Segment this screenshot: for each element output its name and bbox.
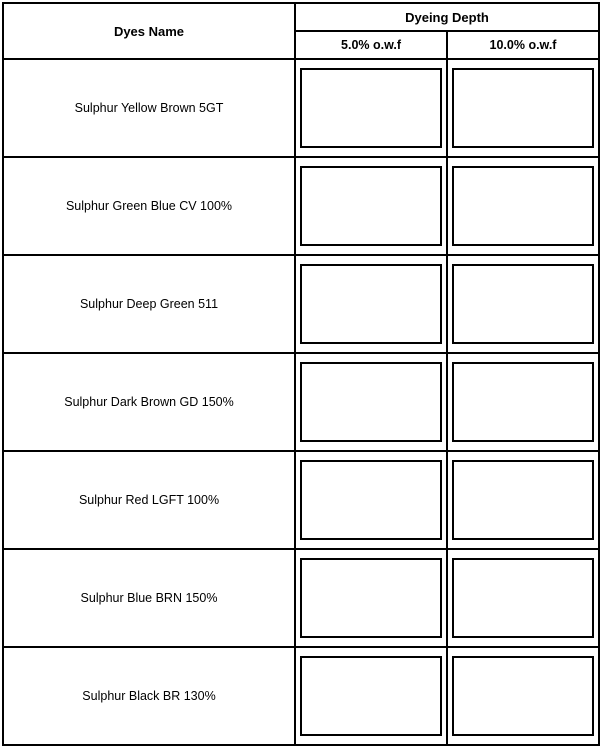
fabric-swatch bbox=[452, 558, 594, 638]
table-row bbox=[3, 157, 599, 255]
swatch-cell-10 bbox=[447, 647, 599, 745]
swatch-cell-10 bbox=[447, 549, 599, 647]
swatch-cell-5 bbox=[295, 451, 447, 549]
fabric-swatch bbox=[300, 362, 442, 442]
table-header-row-top bbox=[3, 3, 599, 31]
fabric-swatch bbox=[452, 460, 594, 540]
dye-name-cell: Sulphur Black BR 130% bbox=[3, 647, 295, 745]
swatch-cell-10 bbox=[447, 59, 599, 157]
swatch-cell-10 bbox=[447, 451, 599, 549]
fabric-swatch bbox=[300, 166, 442, 246]
dye-name-cell: Sulphur Blue BRN 150% bbox=[3, 549, 295, 647]
table-row bbox=[3, 647, 599, 745]
swatch-cell-5 bbox=[295, 353, 447, 451]
fabric-swatch bbox=[452, 68, 594, 148]
fabric-swatch bbox=[300, 68, 442, 148]
swatch-cell-5 bbox=[295, 157, 447, 255]
swatch-cell-10 bbox=[447, 353, 599, 451]
dye-name-cell: Sulphur Yellow Brown 5GT bbox=[3, 59, 295, 157]
column-header-dyes-name: Dyes Name bbox=[3, 3, 295, 59]
column-header-depth-5: 5.0% o.w.f bbox=[295, 31, 447, 59]
fabric-swatch bbox=[452, 166, 594, 246]
document-sheet bbox=[0, 2, 602, 743]
swatch-cell-5 bbox=[295, 549, 447, 647]
dye-name-cell: Sulphur Green Blue CV 100% bbox=[3, 157, 295, 255]
table-row bbox=[3, 549, 599, 647]
swatch-cell-10 bbox=[447, 255, 599, 353]
column-header-depth-10: 10.0% o.w.f bbox=[447, 31, 599, 59]
dye-shade-table bbox=[2, 2, 600, 746]
swatch-cell-10 bbox=[447, 157, 599, 255]
column-header-dyeing-depth: Dyeing Depth bbox=[295, 3, 599, 31]
table-header bbox=[3, 3, 599, 59]
dye-name-cell: Sulphur Deep Green 511 bbox=[3, 255, 295, 353]
table-row bbox=[3, 255, 599, 353]
swatch-cell-5 bbox=[295, 255, 447, 353]
swatch-cell-5 bbox=[295, 59, 447, 157]
fabric-swatch bbox=[452, 362, 594, 442]
table-row bbox=[3, 353, 599, 451]
fabric-swatch bbox=[300, 460, 442, 540]
fabric-swatch bbox=[300, 264, 442, 344]
table-row bbox=[3, 59, 599, 157]
dye-name-cell: Sulphur Dark Brown GD 150% bbox=[3, 353, 295, 451]
table-row bbox=[3, 451, 599, 549]
fabric-swatch bbox=[300, 656, 442, 736]
fabric-swatch bbox=[300, 558, 442, 638]
fabric-swatch bbox=[452, 656, 594, 736]
table-body bbox=[3, 59, 599, 745]
fabric-swatch bbox=[452, 264, 594, 344]
swatch-cell-5 bbox=[295, 647, 447, 745]
dye-name-cell: Sulphur Red LGFT 100% bbox=[3, 451, 295, 549]
